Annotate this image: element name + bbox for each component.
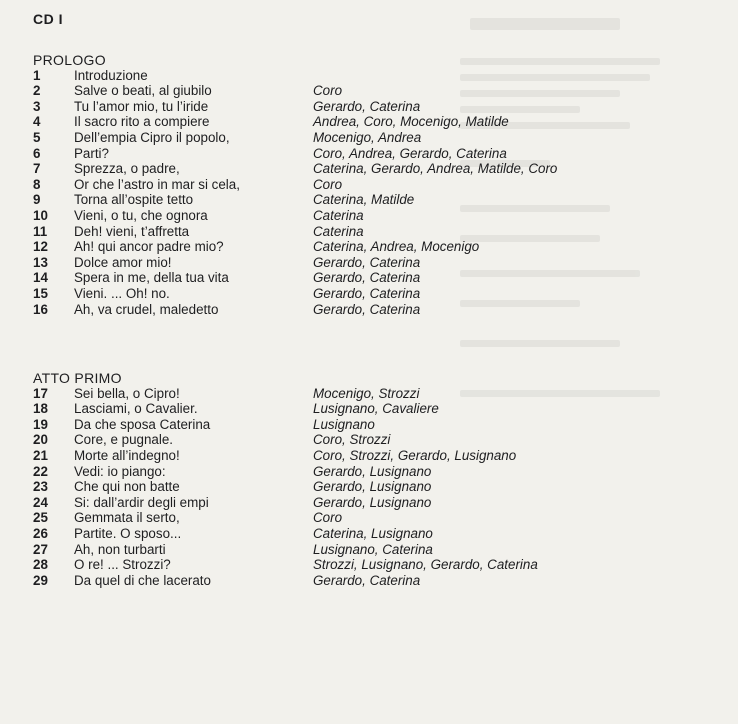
- track-title: Sprezza, o padre,: [74, 161, 180, 177]
- track-number: 23: [33, 479, 48, 495]
- track-title: Si: dall’ardir degli empi: [74, 494, 209, 510]
- track-row: [0, 479, 738, 495]
- track-title: Core, e pugnale.: [74, 432, 174, 448]
- track-performers: Lusignano, Caterina: [313, 541, 433, 557]
- track-row: [0, 83, 738, 99]
- track-row: [0, 208, 738, 224]
- track-row: [0, 526, 738, 542]
- track-performers: Andrea, Coro, Mocenigo, Matilde: [313, 114, 509, 130]
- track-performers: Gerardo, Caterina: [313, 254, 421, 270]
- track-title: Da quel di che lacerato: [74, 572, 211, 588]
- track-performers: Gerardo, Caterina: [313, 572, 421, 588]
- track-performers: Caterina, Gerardo, Andrea, Matilde, Coro: [313, 161, 558, 177]
- section-title: ATTO PRIMO: [33, 370, 122, 386]
- track-performers: Mocenigo, Andrea: [313, 129, 422, 145]
- track-performers: Coro: [313, 176, 343, 192]
- track-number: 19: [33, 416, 48, 432]
- track-row: [0, 146, 738, 162]
- track-row: [0, 130, 738, 146]
- track-row: [0, 177, 738, 193]
- track-number: 6: [33, 145, 41, 161]
- track-number: 25: [33, 510, 48, 526]
- track-row: [0, 224, 738, 240]
- track-title: Vieni. ... Oh! no.: [74, 285, 170, 301]
- track-number: 12: [33, 239, 48, 255]
- track-number: 15: [33, 285, 48, 301]
- section-title: PROLOGO: [33, 52, 106, 68]
- track-title: Salve o beati, al giubilo: [74, 83, 212, 99]
- track-title: Parti?: [74, 145, 109, 161]
- track-number: 9: [33, 192, 41, 208]
- track-number: 13: [33, 254, 48, 270]
- track-title: Ah, va crudel, maledetto: [74, 301, 219, 317]
- track-row: [0, 417, 738, 433]
- track-number: 3: [33, 98, 41, 114]
- track-row: [0, 448, 738, 464]
- track-title: Vieni, o tu, che ognora: [74, 207, 208, 223]
- track-title: Gemmata il serto,: [74, 510, 180, 526]
- track-row: [0, 542, 738, 558]
- track-number: 5: [33, 129, 41, 145]
- track-title: Vedi: io piango:: [74, 463, 166, 479]
- track-title: Ah, non turbarti: [74, 541, 166, 557]
- track-number: 24: [33, 494, 48, 510]
- track-number: 21: [33, 447, 48, 463]
- track-title: Dolce amor mio!: [74, 254, 172, 270]
- track-title: Partite. O sposo...: [74, 525, 182, 541]
- track-number: 22: [33, 463, 48, 479]
- track-title: Tu l’amor mio, tu l’iride: [74, 98, 209, 114]
- track-title: Torna all’ospite tetto: [74, 192, 194, 208]
- track-number: 16: [33, 301, 48, 317]
- track-performers: Lusignano, Cavaliere: [313, 401, 439, 417]
- track-number: 29: [33, 572, 48, 588]
- track-performers: Gerardo, Lusignano: [313, 463, 432, 479]
- track-performers: Coro: [313, 83, 343, 99]
- track-performers: Lusignano: [313, 416, 375, 432]
- track-performers: Caterina: [313, 223, 364, 239]
- track-performers: Strozzi, Lusignano, Gerardo, Caterina: [313, 557, 538, 573]
- track-performers: Caterina: [313, 207, 364, 223]
- track-row: [0, 286, 738, 302]
- track-number: 8: [33, 176, 41, 192]
- track-title: Dell’empia Cipro il popolo,: [74, 129, 230, 145]
- track-title: O re! ... Strozzi?: [74, 557, 171, 573]
- track-number: 20: [33, 432, 48, 448]
- track-row: [0, 302, 738, 318]
- track-performers: Gerardo, Caterina: [313, 285, 421, 301]
- track-performers: Coro, Andrea, Gerardo, Caterina: [313, 145, 507, 161]
- track-title: Da che sposa Caterina: [74, 416, 211, 432]
- track-title: Spera in me, della tua vita: [74, 270, 229, 286]
- track-performers: Coro, Strozzi: [313, 432, 391, 448]
- track-title: Or che l’astro in mar si cela,: [74, 176, 240, 192]
- track-number: 11: [33, 223, 48, 239]
- track-row: [0, 255, 738, 271]
- track-row: [0, 432, 738, 448]
- track-row: [0, 99, 738, 115]
- track-row: [0, 386, 738, 402]
- track-number: 14: [33, 270, 48, 286]
- track-performers: Mocenigo, Strozzi: [313, 385, 420, 401]
- track-title: Lasciami, o Cavalier.: [74, 401, 198, 417]
- track-title: Che qui non batte: [74, 479, 180, 495]
- track-number: 26: [33, 525, 48, 541]
- track-performers: Caterina, Andrea, Mocenigo: [313, 239, 480, 255]
- track-title: Morte all’indegno!: [74, 447, 180, 463]
- track-row: [0, 68, 738, 84]
- track-number: 18: [33, 401, 48, 417]
- track-number: 17: [33, 385, 48, 401]
- track-row: [0, 114, 738, 130]
- track-title: Sei bella, o Cipro!: [74, 385, 180, 401]
- track-row: [0, 495, 738, 511]
- cd-label: CD I: [33, 11, 63, 27]
- track-number: 7: [33, 161, 41, 177]
- track-row: [0, 557, 738, 573]
- track-number: 10: [33, 207, 48, 223]
- track-row: [0, 270, 738, 286]
- track-number: 28: [33, 557, 48, 573]
- track-title: Deh! vieni, t’affretta: [74, 223, 190, 239]
- track-row: [0, 161, 738, 177]
- track-number: 1: [33, 67, 41, 83]
- track-row: [0, 573, 738, 589]
- track-performers: Gerardo, Lusignano: [313, 494, 432, 510]
- track-row: [0, 464, 738, 480]
- track-performers: Caterina, Matilde: [313, 192, 415, 208]
- track-performers: Coro: [313, 510, 343, 526]
- track-rows: [0, 386, 738, 589]
- track-row: [0, 401, 738, 417]
- track-row: [0, 192, 738, 208]
- track-performers: Gerardo, Caterina: [313, 98, 421, 114]
- track-performers: Coro, Strozzi, Gerardo, Lusignano: [313, 447, 517, 463]
- track-performers: Caterina, Lusignano: [313, 525, 433, 541]
- track-title: Ah! qui ancor padre mio?: [74, 239, 224, 255]
- track-title: Introduzione: [74, 67, 148, 83]
- track-number: 4: [33, 114, 41, 130]
- track-number: 27: [33, 541, 48, 557]
- track-rows: [0, 68, 738, 318]
- track-row: [0, 239, 738, 255]
- track-number: 2: [33, 83, 41, 99]
- track-title: Il sacro rito a compiere: [74, 114, 210, 130]
- track-performers: Gerardo, Lusignano: [313, 479, 432, 495]
- track-performers: Gerardo, Caterina: [313, 270, 421, 286]
- track-row: [0, 510, 738, 526]
- track-performers: Gerardo, Caterina: [313, 301, 421, 317]
